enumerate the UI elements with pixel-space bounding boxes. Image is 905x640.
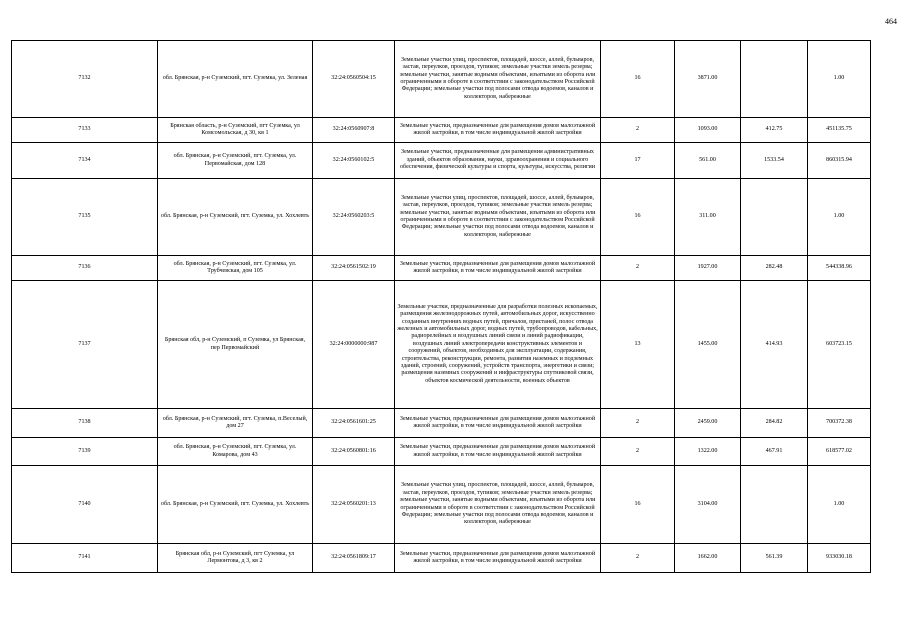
- area-cell: 1093.00: [675, 118, 741, 143]
- rate-cell: 414.93: [741, 281, 808, 409]
- rate-cell: [741, 41, 808, 118]
- area-cell: 561.00: [675, 143, 741, 179]
- land-purpose-cell: Земельные участки, предназначенные для размещения домов малоэтажной жилой застройки, в том числе индивидуальной жилой застройки: [395, 409, 601, 438]
- rate-cell: 412.75: [741, 118, 808, 143]
- row-number: 7141: [12, 544, 158, 573]
- group-cell: 16: [601, 466, 675, 544]
- cadastral-value-cell: 603723.15: [808, 281, 871, 409]
- table-row: [12, 544, 871, 573]
- cadastral-number-cell: 32:24:0560203:5: [313, 179, 395, 256]
- area-cell: 3104.00: [675, 466, 741, 544]
- address-cell: обл. Брянская, р-н Суземский, пгт. Суземка, ул. Комарова, дом 43: [158, 438, 313, 466]
- cadastral-value-cell: 544338.96: [808, 256, 871, 281]
- address-cell: Брянская обл, р-н Суземский, п Суземка, ул Брянская, пер Первомайский: [158, 281, 313, 409]
- area-cell: 1927.00: [675, 256, 741, 281]
- cadastral-value-cell: 1.00: [808, 41, 871, 118]
- cadastral-value-cell: 451135.75: [808, 118, 871, 143]
- group-cell: 16: [601, 41, 675, 118]
- group-cell: 2: [601, 544, 675, 573]
- address-cell: обл. Брянская, р-н Суземский, пгт. Суземка, ул. Трубчевская, дом 105: [158, 256, 313, 281]
- table-row: [12, 438, 871, 466]
- rate-cell: 284.82: [741, 409, 808, 438]
- row-number: 7138: [12, 409, 158, 438]
- group-cell: 16: [601, 179, 675, 256]
- cadastral-value-cell: 1.00: [808, 179, 871, 256]
- table-row: [12, 118, 871, 143]
- land-purpose-cell: Земельные участки улиц, проспектов, площадей, шоссе, аллей, бульваров, застав, переулков, проездов, тупиков; земельные участки земель резерва; земельные участки, занятые водными объектами, изъятыми из оборота или ограниченными в обороте в соответствии с законодательством Российской Федерации; земельные участки под полосами отвода водоемов, каналов и коллекторов, набережные: [395, 179, 601, 256]
- cadastral-number-cell: 32:24:0560201:13: [313, 466, 395, 544]
- row-number: 7134: [12, 143, 158, 179]
- cadastral-value-cell: 933030.18: [808, 544, 871, 573]
- address-cell: Брянская обл, р-н Суземский, пгт Суземка, ул Лермонтова, д 3, кв 2: [158, 544, 313, 573]
- row-number: 7135: [12, 179, 158, 256]
- address-cell: обл. Брянская, р-н Суземский, пгт. Суземка, ул. Первомайская, дом 128: [158, 143, 313, 179]
- cadastral-value-cell: 700372.38: [808, 409, 871, 438]
- table-body: [12, 41, 871, 573]
- rate-cell: [741, 179, 808, 256]
- cadastral-number-cell: 32:24:0561601:25: [313, 409, 395, 438]
- land-purpose-cell: Земельные участки, предназначенные для разработки полезных ископаемых, размещения железнодорожных путей, автомобильных дорог, искусственно созданных внутренних водных путей, причалов, пристаней, полос отвода железных и автомобильных дорог, водных путей, трубопроводов, кабельных, радиорелейных и воздушных линий связи и линий радиофикации, воздушных линий электропередачи конструктивных элементов и сооружений, объектов, необходимых для эксплуатации, содержания, строительства, реконструкции, ремонта, развития наземных и подземных зданий, строений, сооружений, устройств транспорта, энергетики и связи; размещения наземных сооружений и инфраструктуры спутниковой связи, объектов космической деятельности, военных объектов: [395, 281, 601, 409]
- cadastral-number-cell: 32:24:0000000:987: [313, 281, 395, 409]
- cadastral-value-cell: 618577.02: [808, 438, 871, 466]
- row-number: 7139: [12, 438, 158, 466]
- table-row: [12, 179, 871, 256]
- cadastral-value-cell: 860315.94: [808, 143, 871, 179]
- row-number: 7137: [12, 281, 158, 409]
- table-row: [12, 466, 871, 544]
- row-number: 7133: [12, 118, 158, 143]
- land-purpose-cell: Земельные участки улиц, проспектов, площадей, шоссе, аллей, бульваров, застав, переулков, проездов, тупиков; земельные участки земель резерва; земельные участки, занятые водными объектами, изъятыми из оборота или ограниченными в обороте в соответствии с законодательством Российской Федерации; земельные участки под полосами отвода водоемов, каналов и коллекторов, набережные: [395, 41, 601, 118]
- address-cell: обл. Брянская, р-н Суземский, пгт. Суземка, ул. Хохлевть: [158, 466, 313, 544]
- area-cell: 1662.00: [675, 544, 741, 573]
- table-row: [12, 143, 871, 179]
- row-number: 7140: [12, 466, 158, 544]
- area-cell: 3871.00: [675, 41, 741, 118]
- land-purpose-cell: Земельные участки улиц, проспектов, площадей, шоссе, аллей, бульваров, застав, переулков, проездов, тупиков; земельные участки земель резерва; земельные участки, занятые водными объектами, изъятыми из оборота или ограниченными в обороте в соответствии с законодательством Российской Федерации; земельные участки под полосами отвода водоемов, каналов и коллекторов, набережные: [395, 466, 601, 544]
- table-row: [12, 409, 871, 438]
- land-purpose-cell: Земельные участки, предназначенные для размещения домов малоэтажной жилой застройки, в том числе индивидуальной жилой застройки: [395, 544, 601, 573]
- area-cell: 2459.00: [675, 409, 741, 438]
- area-cell: 1455.00: [675, 281, 741, 409]
- group-cell: 17: [601, 143, 675, 179]
- land-purpose-cell: Земельные участки, предназначенные для размещения административных зданий, объектов образования, науки, здравоохранения и социального обеспечения, физической культуры и спорта, культуры, искусства, религии: [395, 143, 601, 179]
- rate-cell: 561.39: [741, 544, 808, 573]
- table-row: [12, 41, 871, 118]
- area-cell: 311.00: [675, 179, 741, 256]
- cadastral-number-cell: 32:24:0560504:15: [313, 41, 395, 118]
- rate-cell: [741, 466, 808, 544]
- address-cell: обл. Брянская, р-н Суземский, пгт. Суземка, п.Веселый, дом 27: [158, 409, 313, 438]
- land-purpose-cell: Земельные участки, предназначенные для размещения домов малоэтажной жилой застройки, в том числе индивидуальной жилой застройки: [395, 118, 601, 143]
- area-cell: 1322.00: [675, 438, 741, 466]
- cadastral-number-cell: 32:24:0560102:5: [313, 143, 395, 179]
- rate-cell: 467.91: [741, 438, 808, 466]
- cadastral-number-cell: 32:24:0561502:19: [313, 256, 395, 281]
- row-number: 7132: [12, 41, 158, 118]
- address-cell: Брянская область, р-н Суземский, пгт Суземка, ул Комсомольская, д 30, кв 1: [158, 118, 313, 143]
- cadastral-number-cell: 32:24:0560907:8: [313, 118, 395, 143]
- page-number: 464: [885, 17, 897, 26]
- land-purpose-cell: Земельные участки, предназначенные для размещения домов малоэтажной жилой застройки, в том числе индивидуальной жилой застройки: [395, 438, 601, 466]
- rate-cell: 1533.54: [741, 143, 808, 179]
- cadastral-value-cell: 1.00: [808, 466, 871, 544]
- group-cell: 2: [601, 438, 675, 466]
- cadastral-number-cell: 32:24:0561809:17: [313, 544, 395, 573]
- group-cell: 2: [601, 256, 675, 281]
- address-cell: обл. Брянская, р-н Суземский, пгт. Суземка, ул. Зеленая: [158, 41, 313, 118]
- cadastral-number-cell: 32:24:0560801:16: [313, 438, 395, 466]
- land-purpose-cell: Земельные участки, предназначенные для размещения домов малоэтажной жилой застройки, в том числе индивидуальной жилой застройки: [395, 256, 601, 281]
- group-cell: 13: [601, 281, 675, 409]
- row-number: 7136: [12, 256, 158, 281]
- table-row: [12, 256, 871, 281]
- address-cell: обл. Брянская, р-н Суземский, пгт. Суземка, ул. Хохлевть: [158, 179, 313, 256]
- rate-cell: 282.48: [741, 256, 808, 281]
- group-cell: 2: [601, 118, 675, 143]
- table-row: [12, 281, 871, 409]
- group-cell: 2: [601, 409, 675, 438]
- land-registry-table: [11, 40, 871, 573]
